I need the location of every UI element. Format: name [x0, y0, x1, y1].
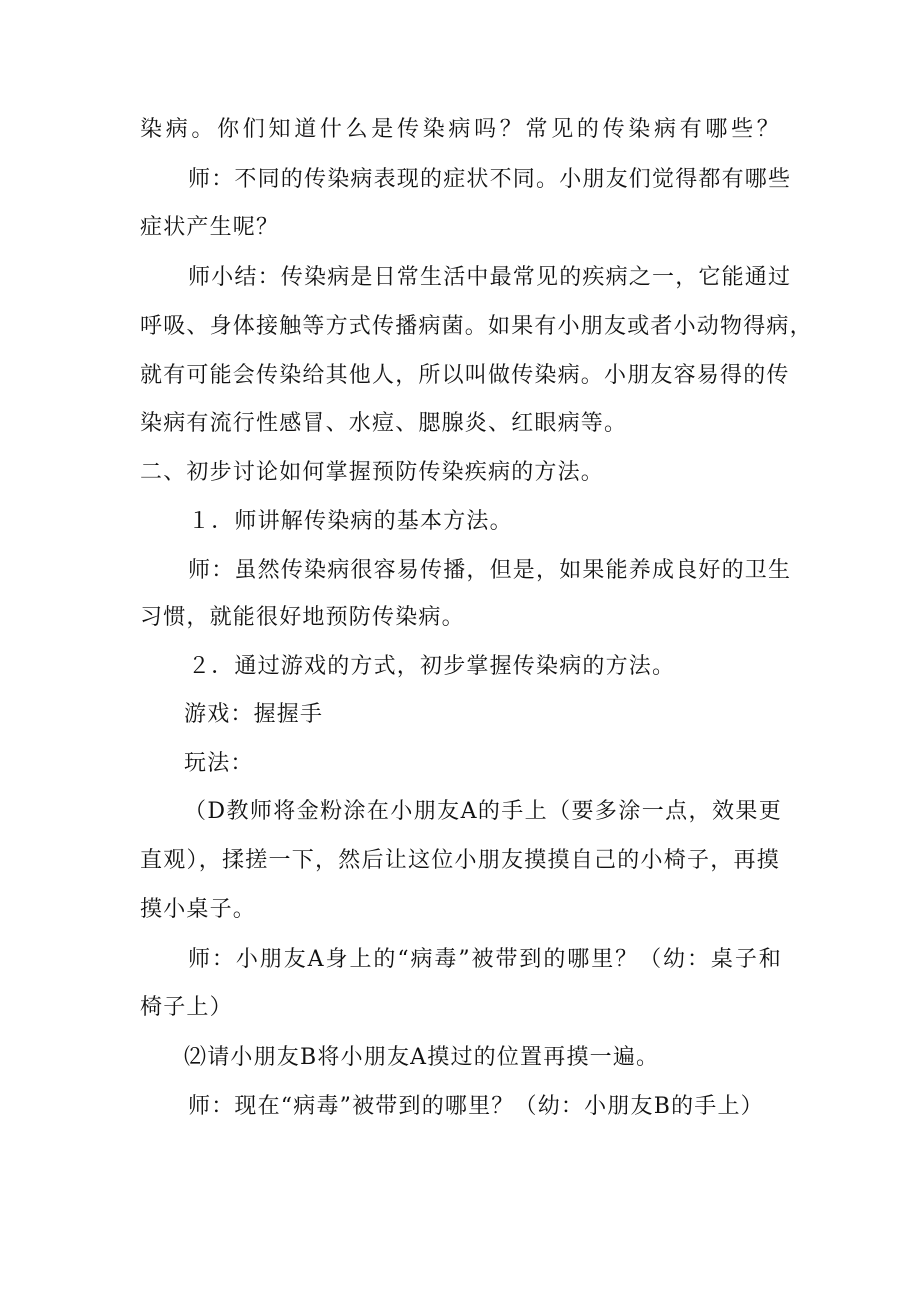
numbered-item: ２．通过游戏的方式，初步掌握传染病的方法。: [188, 654, 676, 679]
numbered-item: １．师讲解传染病的基本方法。: [188, 509, 513, 534]
text-line: 师：虽然传染病很容易传播，但是，如果能养成良好的卫生: [188, 558, 792, 583]
text-line: 染病有流行性感冒、水痘、腮腺炎、红眼病等。: [140, 411, 628, 436]
text-line: 习惯，就能很好地预防传染病。: [140, 605, 465, 630]
text-line: 师：小朋友A身上的“病毒”被带到的哪里？（幼：桌子和: [188, 947, 782, 972]
text-line: 呼吸、身体接触等方式传播病菌。如果有小朋友或者小动物得病，: [140, 314, 813, 339]
text-line: ⑵请小朋友B将小朋友A摸过的位置再摸一遍。: [184, 1045, 660, 1070]
text-line: 师：现在“病毒”被带到的哪里？（幼：小朋友B的手上）: [188, 1094, 764, 1119]
text-line: 就有可能会传染给其他人，所以叫做传染病。小朋友容易得的传: [140, 363, 790, 388]
text-line: 染病。你们知道什么是传染病吗？常见的传染病有哪些？: [140, 117, 780, 142]
game-title: 游戏：握握手: [184, 702, 324, 727]
text-line: 师：不同的传染病表现的症状不同。小朋友们觉得都有哪些: [188, 167, 792, 192]
text-line: 摸小桌子。: [140, 897, 257, 922]
text-line: 椅子上）: [140, 995, 233, 1020]
text-line: 直观），揉搓一下，然后让这位小朋友摸摸自己的小椅子，再摸: [140, 848, 780, 873]
text-line: 玩法：: [184, 751, 254, 776]
text-line: 师小结：传染病是日常生活中最常见的疾病之一，它能通过: [188, 265, 792, 290]
text-line: （D教师将金粉涂在小朋友A的手上（要多涂一点，效果更: [184, 799, 782, 824]
section-heading: 二、初步讨论如何掌握预防传染疾病的方法。: [140, 460, 605, 485]
text-line: 症状产生呢？: [140, 215, 280, 240]
